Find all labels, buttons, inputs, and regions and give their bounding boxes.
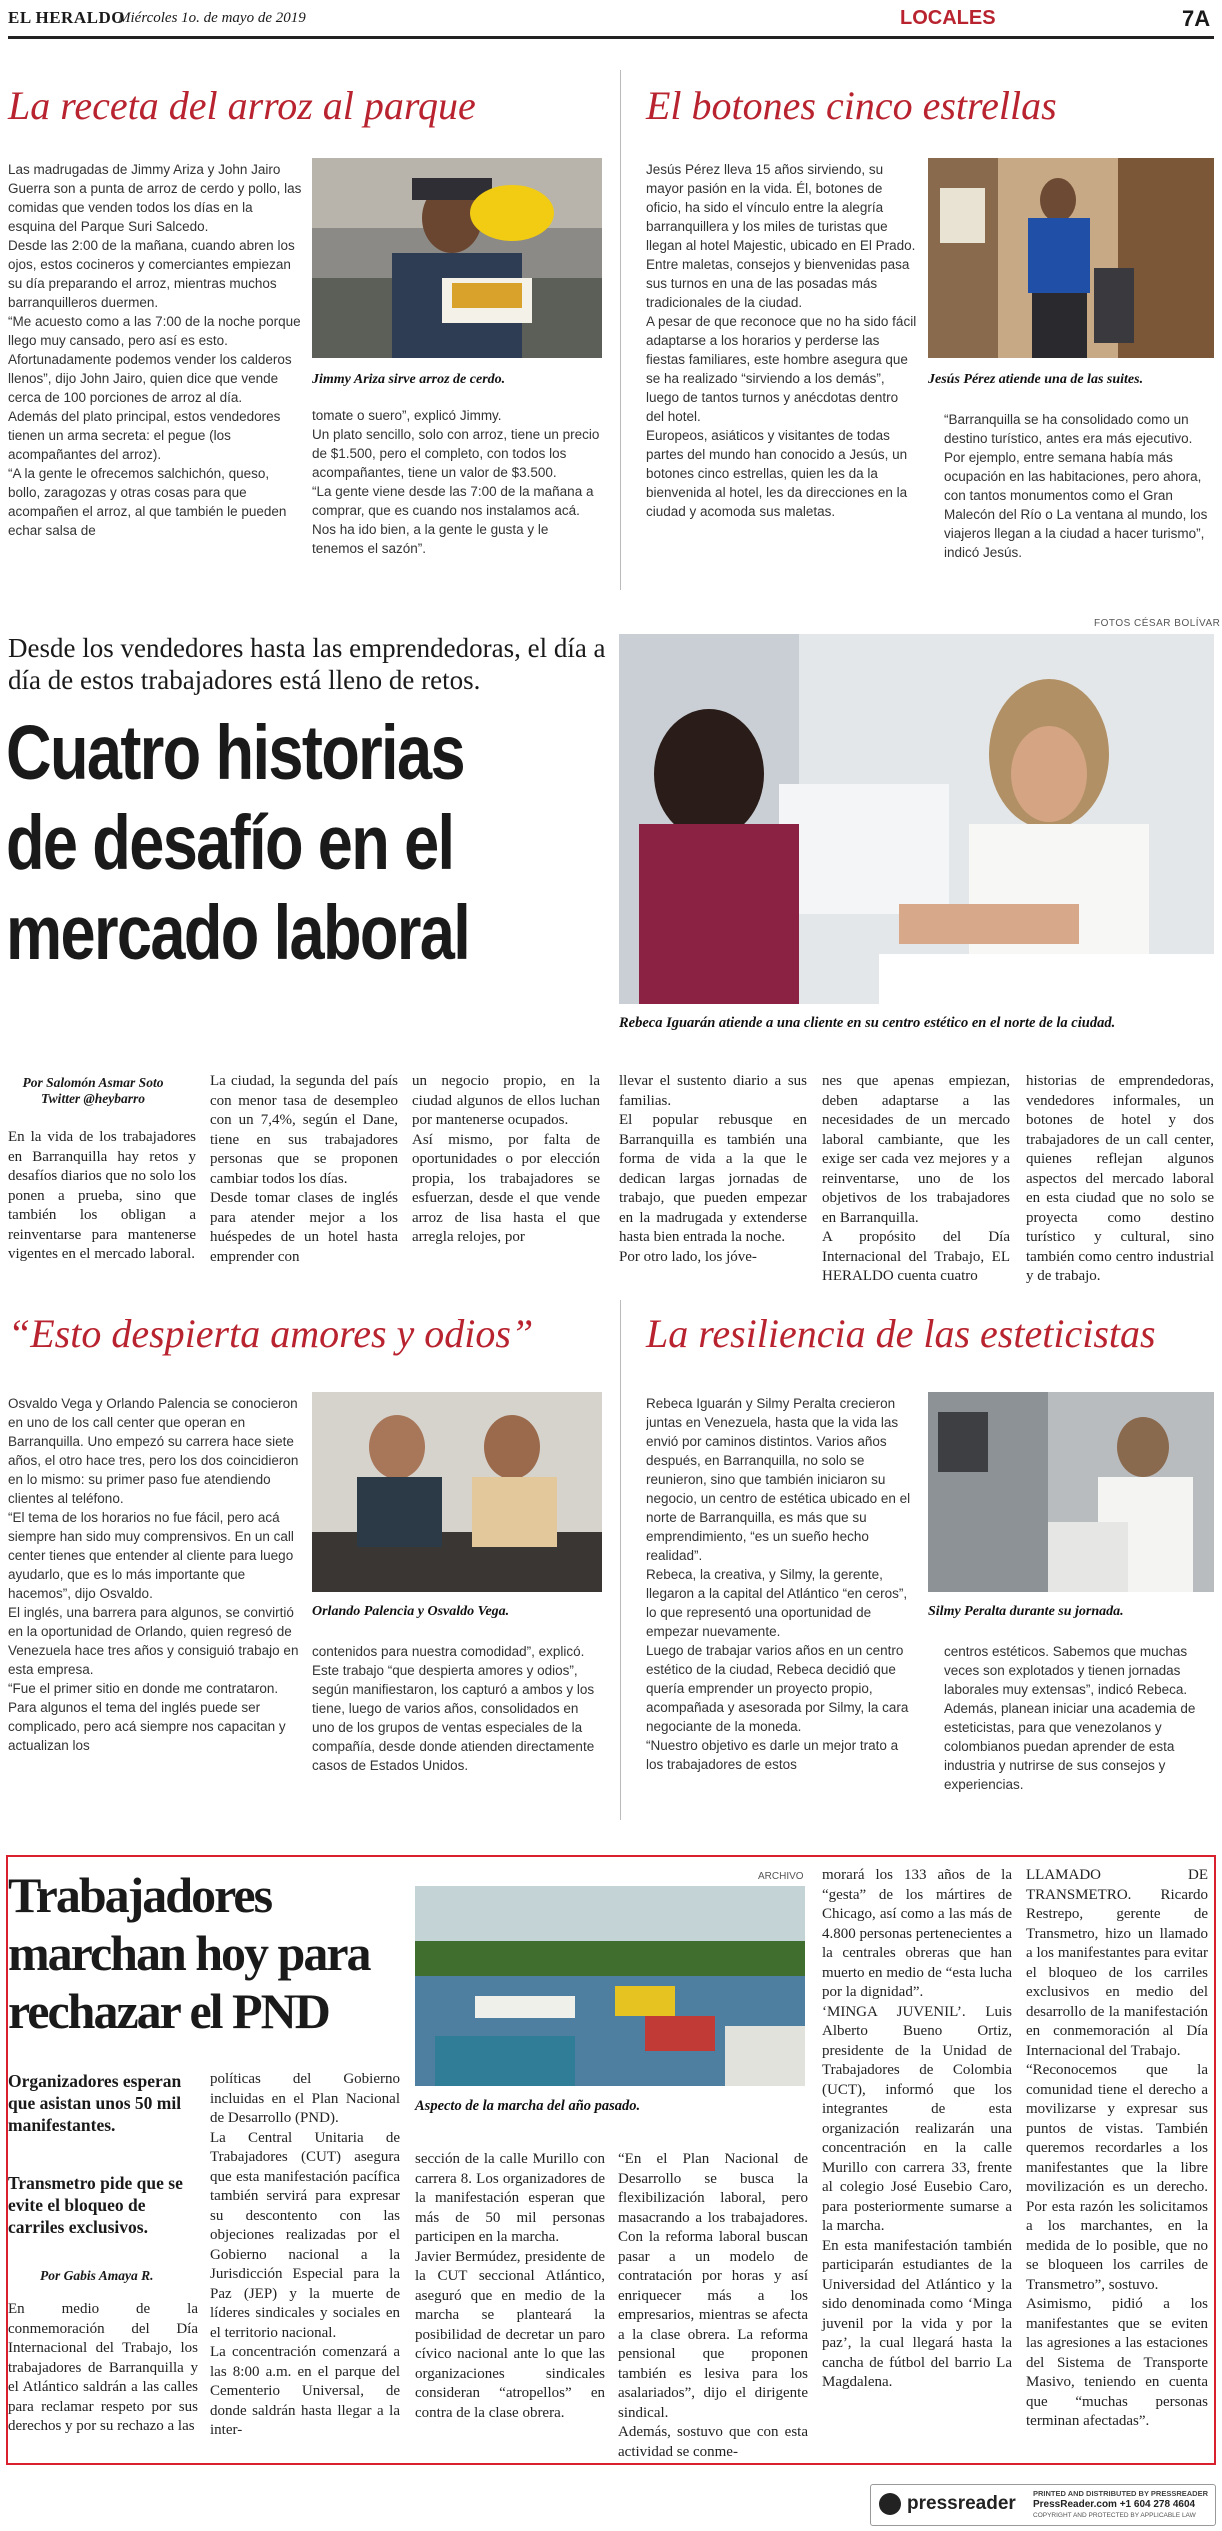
photo-caption: Jesús Pérez atiende una de las suites.	[928, 372, 1144, 387]
story-text: centros estéticos. Sabemos que muchas veces son explotados y tienen jornadas laborales muy extensas”, indicó Rebeca. Además, planean iniciar una academia de esteticistas, para que venezolanos y colombianos puedan aprender de esta industria y nutrirse de sus consejos y experiencias.	[944, 1644, 1196, 1792]
photo-credit: FOTOS CÉSAR BOLÍVAR	[1094, 618, 1221, 629]
march-text: morará los 133 años de la “gesta” de los mártires de Chicago, así como a las más de 4.800 personas pertenecientes a la centrales obreras que han muerto en medio de “esta lucha por la dignidad”. ‘MINGA JUVENIL’. Luis Alberto Bueno Ortiz, presidente de la Unidad de Trabajadores de Colombia (UCT), informó que los integrantes de esta organización realizarán una concentración en la calle Murillo con carrera 33, frente al colegio José Eusebio Caro, para posteriormente sumarse a la marcha. En esta manifestación también participarán estudiantes de la Universidad del Atlántico y la sido denominada como ‘Minga juvenil por la vida y por la paz’, la cual llegará hasta la cancha de fútbol del barrio La Magdalena.	[822, 1867, 1012, 2390]
lead-text: historias de emprendedoras, vendedores informales, un botones de hotel y dos trabajadores de un call center, quienes reflejan algunos aspectos del mercado laboral en esta ciudad que no solo se proyecta como destino turístico y cultural, sino también como centro industrial y de trabajo.	[1026, 1073, 1214, 1284]
lead-text: un negocio propio, en la ciudad algunos de ellos luchan por mantenerse ocupados. Así mismo, por falta de oportunidades o por elección propia, los trabajadores se esfuerzan, desde el que vende arroz de lisa hasta el que arregla relojes, por	[412, 1073, 600, 1245]
photo-caption: Jimmy Ariza sirve arroz de cerdo.	[312, 372, 506, 387]
story-text: tomate o suero”, explicó Jimmy. Un plato sencillo, solo con arroz, tiene un precio de $1.500, pero el completo, con todos los acompañantes, tiene un valor de $3.500. “La gente viene desde las 7:00 de la mañana a comprar, que es cuando nos instalamos acá. Nos ha ido bien, a la gente le gusta y le tenemos el sazón”.	[312, 408, 600, 556]
pressreader-footer	[870, 2484, 1216, 2526]
photo-caption: Aspecto de la marcha del año pasado.	[415, 2098, 641, 2114]
headline-line: de desafío en el	[6, 800, 454, 886]
story-text: Las madrugadas de Jimmy Ariza y John Jairo Guerra son a punta de arroz de cerdo y pollo, las comidas que venden todos los días en la esquina del Parque Suri Salcedo. Desde las 2:00 de la mañana, cuando abren los ojos, estos cocineros y comerciantes empiezan su día preparando el arroz, mientras muchos barranquilleros duermen. “Me acuesto como a las 7:00 de la noche porque llego muy cansado, pero así es esto. Afortunadamente podemos vender los calderos llenos”, dijo John Jairo, quien dice que vende cerca de 100 porciones de arroz al día. Además del plato principal, estos vendedores tienen un arma secreta: el pegue (los acompañantes del arroz). “A la gente le ofrecemos salchichón, queso, bollo, zaragozas y otras cosas para que acompañen el arroz, al que también le pueden echar salsa de	[8, 162, 302, 538]
march-text: LLAMADO DE TRANSMETRO. Ricardo Restrepo, gerente de Transmetro, hizo un llamado a los manifestantes para evitar el bloqueo de los carriles exclusivos en medio del desarrollo de la manifestación en conmemoración al Día Internacional del Trabajo. “Reconocemos que la comunidad tiene el derecho a movilizarse y expresar sus puntos de vistas. También queremos recordarles a los manifestantes que la libre movilización es un derecho. Por esta razón les solicitamos a los marchantes, en la medida de lo posible, que no se bloqueen los carriles de Transmetro”, sostuvo. Asimismo, pidió a los manifestantes que se eviten las agresiones a las estaciones del Sistema de Transporte Masivo, teniendo en cuenta que “muchas personas terminan afectadas”.	[1026, 1867, 1208, 2429]
story-headline: La receta del arroz al parque	[8, 83, 476, 128]
photo-caption: Silmy Peralta durante su jornada.	[928, 1604, 1124, 1619]
march-text: “En el Plan Nacional de Desarrollo se busca la flexibilización laboral, pero masacrando a los trabajadores. Con la reforma laboral buscan pasar a un modelo de contratación por horas y así enriquecer más a los empresarios, mientras se afecta a la clase obrera. La reforma pensional que proponen también es lesiva para los asalariados”, dijo el dirigente sindical. Además, sostuvo que con esta actividad se conme-	[618, 2151, 808, 2460]
story-headline: El botones cinco estrellas	[646, 83, 1057, 128]
beautician-photo	[928, 1392, 1214, 1592]
headline-line: rechazar el PND	[8, 1983, 329, 2039]
bellboy-photo	[928, 158, 1214, 358]
summary-point: Organizadores esperan que asistan unos 50 mil manifestantes.	[8, 2071, 182, 2135]
story-text: contenidos para nuestra comodidad”, explicó. Este trabajo “que despierta amores y odios”, según manifiestaron, los capturó a ambos y los tiene, luego de varios años, consolidados en uno de los grupos de ventas especiales de la compañía, desde donde atienden directamente casos de Estados Unidos.	[312, 1644, 595, 1773]
paper-name: EL HERALDO	[8, 8, 125, 27]
march-text: políticas del Gobierno incluidas en el Plan Nacional de Desarrollo (PND). La Central Unitaria de Trabajadores (CUT) asegura que esta manifestación pacífica también servirá para expresar su descontento con las objeciones realizadas por el Gobierno nacional a la Jurisdicción Especial para la Paz (JEP) y la muerte de líderes sindicales y sociales en el territorio nacional. La concentración comenzará a las 8:00 a.m. en el parque del Cementerio Universal, de donde saldrán hasta llegar a la inter-	[210, 2071, 400, 2438]
column-divider	[620, 1300, 621, 1820]
lead-deck: Desde los vendedores hasta las emprendedoras, el día a día de estos trabajadores está lleno de retos.	[8, 633, 606, 695]
march-headline	[8, 1866, 370, 2040]
footer-line: PressReader.com +1 604 278 4604	[1033, 2499, 1196, 2510]
masthead-date: Miércoles 1o. de mayo de 2019	[118, 10, 306, 26]
vendor-photo	[312, 158, 602, 358]
byline-name: Por Salomón Asmar Soto	[22, 1075, 164, 1090]
byline	[18, 1075, 168, 1107]
pressreader-brand[interactable]: pressreader	[907, 2493, 1016, 2514]
photo-caption: Orlando Palencia y Osvaldo Vega.	[312, 1604, 510, 1619]
march-text: sección de la calle Murillo con carrera 8. Los organizadores de la manifestación esperan que más de 50 mil personas participen en la marcha. Javier Bermúdez, presidente de la CUT seccional Atlántico, aseguró que en medio de la marcha se planteará la posibilidad de decretar un paro cívico nacional ante lo que las organizaciones sindicales consideran “atropellos” en contra de la clase obrera.	[415, 2151, 605, 2421]
lead-headline	[6, 708, 571, 978]
section-name: LOCALES	[900, 7, 996, 29]
story-headline: “Esto despierta amores y odios”	[8, 1311, 534, 1356]
lead-text: llevar el sustento diario a sus familias. El popular rebusque en Barranquilla es también una forma de vida a la que le dedican largas jornadas de trabajo, que pueden empezar en la madrugada y extenderse hasta bien entrada la noche. Por otro lado, los jóve-	[619, 1073, 807, 1265]
headline-line: marchan hoy para	[8, 1925, 370, 1981]
lead-photo	[619, 634, 1214, 1004]
story-text: Osvaldo Vega y Orlando Palencia se conocieron en uno de los call center que operan en Barranquilla. Uno empezó su carrera hace siete años, el otro hace tres, pero los dos coincidieron en lo mismo: su primer paso fue atendiendo clientes al teléfono. “El tema de los horarios no fue fácil, pero acá siempre han sido muy comprensivos. En un call center tienes que entender al cliente para luego ayudarlo, que es lo más importante que hacemos”, dijo Osvaldo. El inglés, una barrera para algunos, se convirtió en la oportunidad de Orlando, quien regresó de Venezuela hace tres años y consiguió trabajo en esta empresa. “Fue el primer sitio en donde me contrataron. Para algunos el tema del inglés puede ser complicado, pero acá siempre nos capacitan y actualizan los	[8, 1396, 299, 1753]
lead-text: nes que apenas empiezan, deben adaptarse a las necesidades de un mercado laboral cambiante, que les exige ser cada vez mejores y a reinventarse, uno de los objetivos de los trabajadores en Barranquilla. A propósito del Día Internacional del Trabajo, EL HERALDO cuenta cuatro	[822, 1073, 1010, 1284]
story-text: Jesús Pérez lleva 15 años sirviendo, su mayor pasión en la vida. Él, botones de oficio, ha sido el vínculo entre la alegría barranquillera y los miles de turistas que llegan al hotel Majestic, ubicado en El Prado. Entre maletas, consejos y bienvenidas pasa sus turnos en una de las posadas más tradicionales de la ciudad. A pesar de que reconoce que no ha sido fácil adaptarse a los horarios y perderse las fiestas familiares, este hombre asegura que se ha realizado “sirviendo a los demás”, luego de tantos turnos y anécdotas dentro del hotel. Europeos, asiáticos y visitantes de todas partes del mundo han conocido a Jesús, un botones cinco estrellas, quien les da la bienvenida al hotel, les da direcciones en la ciudad y acomoda sus maletas.	[646, 162, 917, 519]
column-divider	[620, 70, 621, 590]
story-text: “Barranquilla se ha consolidado como un destino turístico, antes era más ejecutivo. Por ejemplo, entre semana había más ocupación en las habitaciones, pero ahora, con tantos monumentos como el Gran Malecón del Río o La ventana al mundo, los viajeros llegan a la ciudad a hacer turismo”, indicó Jesús.	[944, 412, 1208, 560]
photo-credit: ARCHIVO	[758, 1871, 804, 1882]
callcenter-photo	[312, 1392, 602, 1592]
headline-line: Cuatro historias	[6, 710, 464, 796]
march-photo	[415, 1886, 805, 2086]
lead-text: En la vida de los trabajadores en Barranquilla hay retos y desafíos diarios que no solo los ponen a prueba, sino que también los obligan a reinventarse para mantenerse vigentes en el mercado laboral.	[8, 1129, 196, 1262]
photo-caption: Rebeca Iguarán atiende a una cliente en su centro estético en el norte de la ciudad.	[619, 1015, 1116, 1031]
lead-text: La ciudad, la segunda del país con menor tasa de desempleo con un 7,4%, según el Dane, tiene en sus trabajadores personas que se proponen cambiar todos los días. Desde tomar clases de inglés para atender mejor a los huéspedes de un hotel hasta emprender con	[210, 1073, 398, 1265]
headline-line: mercado laboral	[6, 890, 470, 976]
byline-twitter: Twitter @heybarro	[40, 1091, 146, 1106]
pressreader-logo-icon	[879, 2493, 901, 2515]
story-text: Rebeca Iguarán y Silmy Peralta crecieron juntas en Venezuela, hasta que la vida las envió por caminos distintos. Varios años después, en Barranquilla, no solo se reunieron, sino que también iniciaron su negocio, un centro de estética ubicado en el norte de Barranquilla, es más que su emprendimiento, “es un sueño hecho realidad”. Rebeca, la creativa, y Silmy, la gerente, llegaron a la capital del Atlántico “en ceros”, lo que representó una oportunidad de empezar nuevamente. Luego de trabajar varios años en un centro estético de la ciudad, Rebeca decidió que quería emprender un proyecto propio, acompañada y asesorada por Silmy, la cara negociante de la moneda. “Nuestro objetivo es darle un mejor trato a los trabajadores de estos	[646, 1396, 911, 1772]
march-text: En medio de la conmemoración del Día Internacional del Trabajo, los trabajadores de Barranquilla y el Atlántico saldrán a las calles para reclamar respeto por sus derechos y por su rechazo a las	[8, 2301, 198, 2434]
headline-line: Trabajadores	[8, 1867, 272, 1923]
footer-line: PRINTED AND DISTRIBUTED BY PRESSREADER	[1033, 2489, 1209, 2498]
story-headline: La resiliencia de las esteticistas	[646, 1311, 1156, 1356]
page-number: 7A	[1182, 6, 1211, 31]
summary-point: Transmetro pide que se evite el bloqueo de carriles exclusivos.	[8, 2173, 183, 2237]
footer-line: COPYRIGHT AND PROTECTED BY APPLICABLE LAW	[1033, 2512, 1196, 2519]
byline: Por Gabis Amaya R.	[40, 2268, 154, 2283]
